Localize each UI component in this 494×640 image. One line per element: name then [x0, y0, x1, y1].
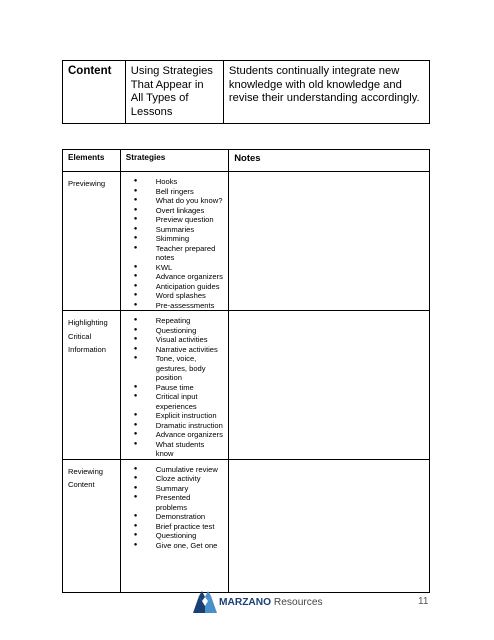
top-summary-row	[63, 61, 430, 124]
strategy-list	[126, 316, 223, 459]
strategy-list	[126, 177, 223, 310]
strategy-item: ● Anticipation guides	[126, 282, 223, 292]
strategy-item: ● Narrative activities	[126, 345, 223, 355]
marzano-logo	[193, 591, 323, 613]
strategy-item: ● Critical input experiences	[126, 392, 223, 411]
table-row	[63, 172, 430, 311]
strategy-item: ● Repeating	[126, 316, 223, 326]
table-row	[63, 459, 430, 592]
element-label: Highlighting Critical Information	[68, 318, 108, 354]
element-label: Reviewing Content	[68, 466, 104, 489]
strategy-item: ● Preview question	[126, 215, 223, 225]
element-label: Previewing	[68, 179, 106, 188]
notes-cell[interactable]	[229, 172, 430, 311]
notes-cell[interactable]	[229, 311, 430, 460]
marzano-m-icon	[193, 591, 217, 613]
element-cell	[63, 459, 121, 592]
description-cell: Students continually integrate new knowledge with old knowledge and revise their understanding accordingly.	[223, 61, 429, 124]
strategy-item: ● Questioning	[126, 326, 223, 336]
logo-word: MARZANO	[219, 596, 272, 608]
strategy-item: ● Word splashes	[126, 291, 223, 301]
strategies-header: Strategies	[120, 150, 228, 172]
elements-header: Elements	[63, 150, 121, 172]
strategy-item: ● KWL	[126, 263, 223, 273]
strategies-cell	[120, 459, 228, 592]
strategy-item: ● Hooks	[126, 177, 223, 187]
strategy-item: ● Demonstration	[126, 512, 223, 522]
strategy-type-cell: Using Strategies That Appear in All Types of Lessons	[125, 61, 223, 124]
strategy-item: ● Tone, voice, gestures, body position	[126, 354, 223, 383]
strategies-cell	[120, 172, 228, 311]
strategy-item: ● Teacher prepared notes	[126, 244, 223, 263]
strategy-item: ● Brief practice test	[126, 522, 223, 532]
strategy-item: ● Overt linkages	[126, 206, 223, 216]
strategy-item: ● Pause time	[126, 383, 223, 393]
strategy-item: ● Explicit instruction	[126, 411, 223, 421]
element-cell	[63, 311, 121, 460]
content-label-cell: Content	[63, 61, 126, 124]
element-cell	[63, 172, 121, 311]
strategy-item: ● Visual activities	[126, 335, 223, 345]
logo-text	[219, 597, 323, 608]
notes-header: Notes	[229, 150, 430, 172]
strategy-item: ● Skimming	[126, 234, 223, 244]
strategy-item: ● Summaries	[126, 225, 223, 235]
strategies-cell	[120, 311, 228, 460]
strategy-item: ● Pre-assessments	[126, 301, 223, 311]
strategy-item: ● What do you know?	[126, 196, 223, 206]
strategy-item: ● Cumulative review	[126, 465, 223, 475]
strategy-item: ● Presented problems	[126, 493, 223, 512]
page-number: 11	[418, 596, 429, 607]
strategy-item: ● Give one, Get one	[126, 541, 223, 551]
strategies-table	[62, 149, 430, 593]
strategy-item: ● What students know	[126, 440, 223, 459]
strategy-item: ● Summary	[126, 484, 223, 494]
table-row	[63, 311, 430, 460]
top-summary-table	[62, 60, 430, 124]
logo-subword: Resources	[273, 596, 323, 608]
strategy-item: ● Cloze activity	[126, 474, 223, 484]
strategy-item: ● Dramatic instruction	[126, 421, 223, 431]
strategy-list	[126, 465, 223, 551]
strategy-item: ● Advance organizers	[126, 272, 223, 282]
strategy-item: ● Bell ringers	[126, 187, 223, 197]
strategy-item: ● Questioning	[126, 531, 223, 541]
table-header-row	[63, 150, 430, 172]
strategy-item: ● Advance organizers	[126, 430, 223, 440]
notes-cell[interactable]	[229, 459, 430, 592]
